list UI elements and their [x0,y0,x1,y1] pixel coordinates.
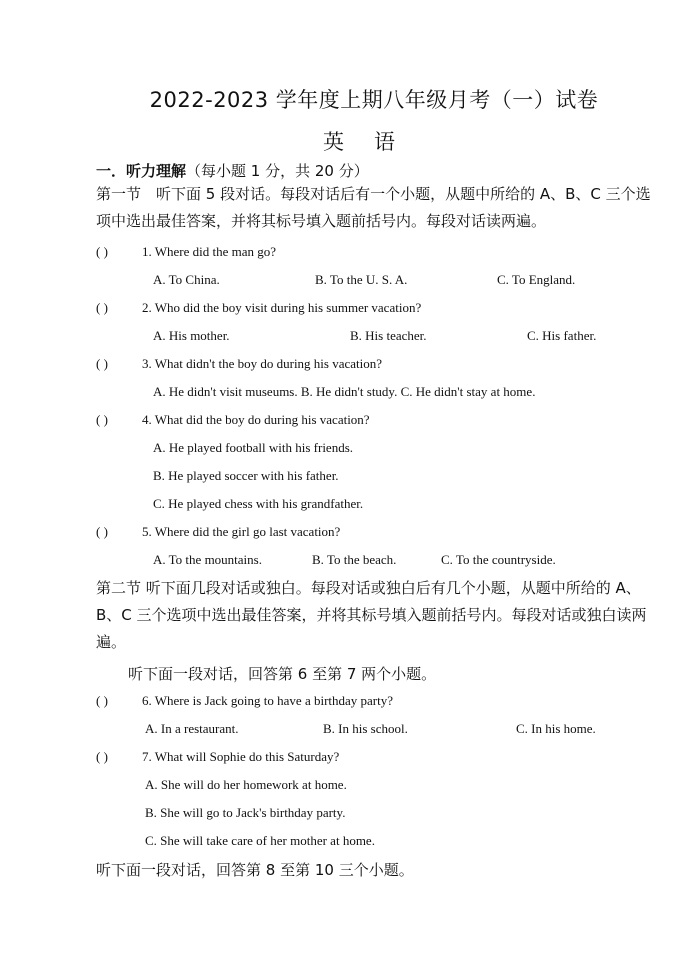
option-c: C. To England. [497,272,576,287]
answer-blank[interactable]: ( ) [96,693,108,708]
answer-blank[interactable]: ( ) [96,749,108,764]
question-stem: 3. What didn't the boy do during his vacation? [142,356,383,371]
answer-blank[interactable]: ( ) [96,300,108,315]
listening-instruction: 听下面一段对话，回答第 6 至第 7 两个小题。 [128,665,437,683]
answer-blank[interactable]: ( ) [96,244,108,259]
listening-instruction: 听下面一段对话，回答第 8 至第 10 三个小题。 [96,861,414,879]
option-a: A. She will do her homework at home. [145,777,347,792]
part1-intro: 第一节 听下面 5 段对话。每段对话后有一个小题，从题中所给的 A、B、C 三个选项中选出最佳答案，并将其标号填入题前括号内。每段对话读两遍。 [96,185,651,230]
answer-blank[interactable]: ( ) [96,412,108,427]
option-c: C. To the countryside. [441,552,556,567]
section-heading-note: （每小题 1 分，共 20 分） [186,162,369,180]
option-b: B. He played soccer with his father. [153,468,339,483]
part2-intro: 第二节 听下面几段对话或独白。每段对话或独白后有几个小题，从题中所给的 A、B、C 三个选项中选出最佳答案，并将其标号填入题前括号内。每段对话或独白读两遍。 [96,579,647,651]
option-c: C. His father. [527,328,597,343]
option-b: B. To the U. S. A. [315,272,408,287]
question-stem: 1. Where did the man go? [142,244,277,259]
question-stem: 2. Who did the boy visit during his summer vacation? [142,300,422,315]
option-b: B. His teacher. [350,328,427,343]
option-line: A. He didn't visit museums. B. He didn't study. C. He didn't stay at home. [153,384,536,399]
option-c: C. He played chess with his grandfather. [153,496,364,511]
answer-blank[interactable]: ( ) [96,524,108,539]
option-c: C. In his home. [516,721,596,736]
subject-title: 英语 [323,130,425,154]
question-stem: 5. Where did the girl go last vacation? [142,524,341,539]
option-b: B. She will go to Jack's birthday party. [145,805,346,820]
option-a: A. To the mountains. [153,552,262,567]
option-a: A. To China. [153,272,220,287]
option-b: B. To the beach. [312,552,397,567]
answer-blank[interactable]: ( ) [96,356,108,371]
exam-title: 2022-2023 学年度上期八年级月考（一）试卷 [149,88,599,112]
section-heading-label: 一．听力理解 [96,162,187,180]
option-c: C. She will take care of her mother at home. [145,833,375,848]
option-b: B. In his school. [323,721,408,736]
option-a: A. He played football with his friends. [153,440,354,455]
question-stem: 7. What will Sophie do this Saturday? [142,749,340,764]
question-stem: 6. Where is Jack going to have a birthday party? [142,693,394,708]
option-a: A. His mother. [153,328,230,343]
section-heading [96,160,369,181]
question-stem: 4. What did the boy do during his vacation? [142,412,370,427]
option-a: A. In a restaurant. [145,721,239,736]
